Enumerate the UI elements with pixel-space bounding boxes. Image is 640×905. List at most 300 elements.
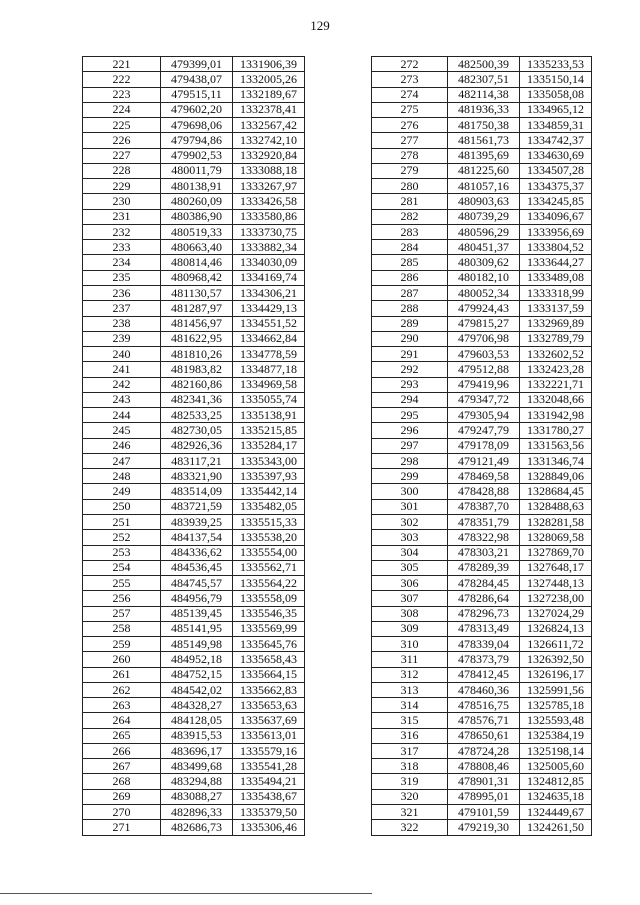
point-number-cell: 291 <box>372 347 448 362</box>
point-number-cell: 297 <box>372 438 448 453</box>
point-number-cell: 300 <box>372 484 448 499</box>
y-coordinate-cell: 1334245,85 <box>520 194 592 209</box>
y-coordinate-cell: 1335058,08 <box>520 87 592 102</box>
x-coordinate-cell: 478469,58 <box>448 469 520 484</box>
y-coordinate-cell: 1333644,27 <box>520 255 592 270</box>
point-number-cell: 308 <box>372 606 448 621</box>
y-coordinate-cell: 1334551,52 <box>233 316 305 331</box>
point-number-cell: 318 <box>372 759 448 774</box>
x-coordinate-cell: 478650,61 <box>448 728 520 743</box>
table-row <box>83 209 305 224</box>
point-number-cell: 241 <box>83 362 161 377</box>
x-coordinate-cell: 484137,54 <box>161 530 233 545</box>
point-number-cell: 239 <box>83 331 161 346</box>
x-coordinate-cell: 484128,05 <box>161 713 233 728</box>
y-coordinate-cell: 1335482,05 <box>233 499 305 514</box>
x-coordinate-cell: 482533,25 <box>161 408 233 423</box>
point-number-cell: 293 <box>372 377 448 392</box>
table-row <box>83 637 305 652</box>
y-coordinate-cell: 1333137,59 <box>520 301 592 316</box>
x-coordinate-cell: 480451,37 <box>448 240 520 255</box>
y-coordinate-cell: 1335343,00 <box>233 453 305 468</box>
x-coordinate-cell: 482926,36 <box>161 438 233 453</box>
table-row <box>372 576 592 591</box>
x-coordinate-cell: 484542,02 <box>161 682 233 697</box>
table-row <box>372 820 592 835</box>
table-row <box>372 270 592 285</box>
y-coordinate-cell: 1324635,18 <box>520 789 592 804</box>
x-coordinate-cell: 478516,75 <box>448 698 520 713</box>
table-row <box>83 118 305 133</box>
table-row <box>83 438 305 453</box>
point-number-cell: 309 <box>372 621 448 636</box>
table-row <box>372 530 592 545</box>
y-coordinate-cell: 1327448,13 <box>520 576 592 591</box>
y-coordinate-cell: 1333804,52 <box>520 240 592 255</box>
table-row <box>83 301 305 316</box>
y-coordinate-cell: 1335284,17 <box>233 438 305 453</box>
point-number-cell: 319 <box>372 774 448 789</box>
table-row <box>83 728 305 743</box>
table-row <box>83 423 305 438</box>
footer-rule <box>0 893 372 894</box>
table-row <box>83 469 305 484</box>
x-coordinate-cell: 479794,86 <box>161 133 233 148</box>
y-coordinate-cell: 1335306,46 <box>233 820 305 835</box>
table-row <box>83 820 305 835</box>
point-number-cell: 277 <box>372 133 448 148</box>
table-row <box>83 682 305 697</box>
x-coordinate-cell: 480596,29 <box>448 224 520 239</box>
point-number-cell: 269 <box>83 789 161 804</box>
y-coordinate-cell: 1335613,01 <box>233 728 305 743</box>
x-coordinate-cell: 484328,27 <box>161 698 233 713</box>
table-row <box>372 545 592 560</box>
y-coordinate-cell: 1335558,09 <box>233 591 305 606</box>
point-number-cell: 295 <box>372 408 448 423</box>
x-coordinate-cell: 481225,60 <box>448 163 520 178</box>
y-coordinate-cell: 1333489,08 <box>520 270 592 285</box>
table-row <box>372 362 592 377</box>
y-coordinate-cell: 1335546,35 <box>233 606 305 621</box>
y-coordinate-cell: 1333088,18 <box>233 163 305 178</box>
table-row <box>372 72 592 87</box>
point-number-cell: 244 <box>83 408 161 423</box>
table-row <box>372 789 592 804</box>
x-coordinate-cell: 480663,40 <box>161 240 233 255</box>
point-number-cell: 243 <box>83 392 161 407</box>
y-coordinate-cell: 1324261,50 <box>520 820 592 835</box>
point-number-cell: 278 <box>372 148 448 163</box>
x-coordinate-cell: 483939,25 <box>161 514 233 529</box>
x-coordinate-cell: 483117,21 <box>161 453 233 468</box>
x-coordinate-cell: 478808,46 <box>448 759 520 774</box>
point-number-cell: 283 <box>372 224 448 239</box>
table-row <box>372 774 592 789</box>
y-coordinate-cell: 1334169,74 <box>233 270 305 285</box>
y-coordinate-cell: 1334429,13 <box>233 301 305 316</box>
point-number-cell: 320 <box>372 789 448 804</box>
point-number-cell: 222 <box>83 72 161 87</box>
table-row <box>83 240 305 255</box>
table-row <box>83 316 305 331</box>
point-number-cell: 261 <box>83 667 161 682</box>
x-coordinate-cell: 482686,73 <box>161 820 233 835</box>
x-coordinate-cell: 478322,98 <box>448 530 520 545</box>
x-coordinate-cell: 481983,82 <box>161 362 233 377</box>
x-coordinate-cell: 481810,26 <box>161 347 233 362</box>
point-number-cell: 237 <box>83 301 161 316</box>
x-coordinate-cell: 480011,79 <box>161 163 233 178</box>
point-number-cell: 286 <box>372 270 448 285</box>
table-row <box>372 484 592 499</box>
table-row <box>83 194 305 209</box>
y-coordinate-cell: 1327238,00 <box>520 591 592 606</box>
table-row <box>372 438 592 453</box>
table-row <box>372 591 592 606</box>
x-coordinate-cell: 479902,53 <box>161 148 233 163</box>
x-coordinate-cell: 479399,01 <box>161 57 233 72</box>
y-coordinate-cell: 1335379,50 <box>233 805 305 820</box>
y-coordinate-cell: 1333318,99 <box>520 285 592 300</box>
point-number-cell: 298 <box>372 453 448 468</box>
x-coordinate-cell: 485139,45 <box>161 606 233 621</box>
x-coordinate-cell: 479438,07 <box>161 72 233 87</box>
x-coordinate-cell: 480138,91 <box>161 179 233 194</box>
y-coordinate-cell: 1332789,79 <box>520 331 592 346</box>
table-row <box>372 118 592 133</box>
table-row <box>372 255 592 270</box>
table-row <box>83 484 305 499</box>
y-coordinate-cell: 1334306,21 <box>233 285 305 300</box>
y-coordinate-cell: 1332602,52 <box>520 347 592 362</box>
y-coordinate-cell: 1334969,58 <box>233 377 305 392</box>
y-coordinate-cell: 1325785,18 <box>520 698 592 713</box>
y-coordinate-cell: 1335538,20 <box>233 530 305 545</box>
table-row <box>372 163 592 178</box>
table-row <box>372 331 592 346</box>
x-coordinate-cell: 478296,73 <box>448 606 520 621</box>
table-row <box>83 285 305 300</box>
table-row <box>372 652 592 667</box>
point-number-cell: 275 <box>372 102 448 117</box>
table-row <box>372 148 592 163</box>
x-coordinate-cell: 482341,36 <box>161 392 233 407</box>
point-number-cell: 274 <box>372 87 448 102</box>
table-row <box>83 530 305 545</box>
point-number-cell: 287 <box>372 285 448 300</box>
x-coordinate-cell: 479515,11 <box>161 87 233 102</box>
x-coordinate-cell: 479419,96 <box>448 377 520 392</box>
point-number-cell: 290 <box>372 331 448 346</box>
table-row <box>83 591 305 606</box>
x-coordinate-cell: 478901,31 <box>448 774 520 789</box>
y-coordinate-cell: 1326611,72 <box>520 637 592 652</box>
x-coordinate-cell: 478339,04 <box>448 637 520 652</box>
table-row <box>83 255 305 270</box>
point-number-cell: 270 <box>83 805 161 820</box>
point-number-cell: 255 <box>83 576 161 591</box>
point-number-cell: 301 <box>372 499 448 514</box>
y-coordinate-cell: 1327024,29 <box>520 606 592 621</box>
y-coordinate-cell: 1334742,37 <box>520 133 592 148</box>
y-coordinate-cell: 1332378,41 <box>233 102 305 117</box>
y-coordinate-cell: 1332423,28 <box>520 362 592 377</box>
point-number-cell: 253 <box>83 545 161 560</box>
table-row <box>83 667 305 682</box>
point-number-cell: 256 <box>83 591 161 606</box>
y-coordinate-cell: 1335569,99 <box>233 621 305 636</box>
point-number-cell: 267 <box>83 759 161 774</box>
y-coordinate-cell: 1334778,59 <box>233 347 305 362</box>
y-coordinate-cell: 1333426,58 <box>233 194 305 209</box>
x-coordinate-cell: 483321,90 <box>161 469 233 484</box>
table-row <box>372 194 592 209</box>
x-coordinate-cell: 481287,97 <box>161 301 233 316</box>
x-coordinate-cell: 478724,28 <box>448 743 520 758</box>
point-number-cell: 234 <box>83 255 161 270</box>
x-coordinate-cell: 480903,63 <box>448 194 520 209</box>
table-row <box>372 499 592 514</box>
point-number-cell: 272 <box>372 57 448 72</box>
y-coordinate-cell: 1335438,67 <box>233 789 305 804</box>
y-coordinate-cell: 1333267,97 <box>233 179 305 194</box>
x-coordinate-cell: 482114,38 <box>448 87 520 102</box>
x-coordinate-cell: 478351,79 <box>448 514 520 529</box>
y-coordinate-cell: 1335662,83 <box>233 682 305 697</box>
x-coordinate-cell: 481395,69 <box>448 148 520 163</box>
point-number-cell: 246 <box>83 438 161 453</box>
x-coordinate-cell: 478995,01 <box>448 789 520 804</box>
point-number-cell: 259 <box>83 637 161 652</box>
table-row <box>83 759 305 774</box>
x-coordinate-cell: 483721,59 <box>161 499 233 514</box>
x-coordinate-cell: 479101,59 <box>448 805 520 820</box>
point-number-cell: 251 <box>83 514 161 529</box>
point-number-cell: 235 <box>83 270 161 285</box>
point-number-cell: 233 <box>83 240 161 255</box>
table-row <box>83 392 305 407</box>
y-coordinate-cell: 1335397,93 <box>233 469 305 484</box>
x-coordinate-cell: 479305,94 <box>448 408 520 423</box>
x-coordinate-cell: 484752,15 <box>161 667 233 682</box>
y-coordinate-cell: 1333730,75 <box>233 224 305 239</box>
y-coordinate-cell: 1332969,89 <box>520 316 592 331</box>
x-coordinate-cell: 482730,05 <box>161 423 233 438</box>
y-coordinate-cell: 1327648,17 <box>520 560 592 575</box>
x-coordinate-cell: 478286,64 <box>448 591 520 606</box>
point-number-cell: 271 <box>83 820 161 835</box>
point-number-cell: 280 <box>372 179 448 194</box>
y-coordinate-cell: 1334030,09 <box>233 255 305 270</box>
x-coordinate-cell: 481130,57 <box>161 285 233 300</box>
x-coordinate-cell: 482307,51 <box>448 72 520 87</box>
table-row <box>372 698 592 713</box>
table-row <box>372 240 592 255</box>
table-row <box>83 72 305 87</box>
point-number-cell: 304 <box>372 545 448 560</box>
point-number-cell: 266 <box>83 743 161 758</box>
y-coordinate-cell: 1335138,91 <box>233 408 305 423</box>
x-coordinate-cell: 481622,95 <box>161 331 233 346</box>
table-row <box>372 606 592 621</box>
table-row <box>83 270 305 285</box>
x-coordinate-cell: 480052,34 <box>448 285 520 300</box>
table-row <box>83 87 305 102</box>
x-coordinate-cell: 481750,38 <box>448 118 520 133</box>
y-coordinate-cell: 1332189,67 <box>233 87 305 102</box>
y-coordinate-cell: 1328849,06 <box>520 469 592 484</box>
point-number-cell: 258 <box>83 621 161 636</box>
x-coordinate-cell: 479815,27 <box>448 316 520 331</box>
table-row <box>372 423 592 438</box>
x-coordinate-cell: 479512,88 <box>448 362 520 377</box>
y-coordinate-cell: 1333956,69 <box>520 224 592 239</box>
table-row <box>372 377 592 392</box>
table-row <box>372 301 592 316</box>
y-coordinate-cell: 1335233,53 <box>520 57 592 72</box>
x-coordinate-cell: 478576,71 <box>448 713 520 728</box>
table-row <box>83 163 305 178</box>
point-number-cell: 284 <box>372 240 448 255</box>
x-coordinate-cell: 479247,79 <box>448 423 520 438</box>
table-row <box>83 774 305 789</box>
x-coordinate-cell: 484952,18 <box>161 652 233 667</box>
y-coordinate-cell: 1325593,48 <box>520 713 592 728</box>
table-row <box>372 285 592 300</box>
point-number-cell: 276 <box>372 118 448 133</box>
point-number-cell: 273 <box>372 72 448 87</box>
point-number-cell: 310 <box>372 637 448 652</box>
point-number-cell: 260 <box>83 652 161 667</box>
y-coordinate-cell: 1331942,98 <box>520 408 592 423</box>
y-coordinate-cell: 1324449,67 <box>520 805 592 820</box>
point-number-cell: 264 <box>83 713 161 728</box>
point-number-cell: 236 <box>83 285 161 300</box>
table-row <box>372 133 592 148</box>
x-coordinate-cell: 478303,21 <box>448 545 520 560</box>
x-coordinate-cell: 479602,20 <box>161 102 233 117</box>
x-coordinate-cell: 484336,62 <box>161 545 233 560</box>
point-number-cell: 228 <box>83 163 161 178</box>
coordinates-table-left <box>82 56 305 836</box>
y-coordinate-cell: 1332005,26 <box>233 72 305 87</box>
table-row <box>372 713 592 728</box>
x-coordinate-cell: 479347,72 <box>448 392 520 407</box>
y-coordinate-cell: 1328069,58 <box>520 530 592 545</box>
x-coordinate-cell: 480386,90 <box>161 209 233 224</box>
point-number-cell: 242 <box>83 377 161 392</box>
point-number-cell: 288 <box>372 301 448 316</box>
table-row <box>372 224 592 239</box>
y-coordinate-cell: 1335541,28 <box>233 759 305 774</box>
point-number-cell: 249 <box>83 484 161 499</box>
y-coordinate-cell: 1332567,42 <box>233 118 305 133</box>
point-number-cell: 313 <box>372 682 448 697</box>
y-coordinate-cell: 1328488,63 <box>520 499 592 514</box>
point-number-cell: 232 <box>83 224 161 239</box>
point-number-cell: 303 <box>372 530 448 545</box>
x-coordinate-cell: 478387,70 <box>448 499 520 514</box>
table-row <box>372 637 592 652</box>
y-coordinate-cell: 1326392,50 <box>520 652 592 667</box>
x-coordinate-cell: 478373,79 <box>448 652 520 667</box>
point-number-cell: 252 <box>83 530 161 545</box>
y-coordinate-cell: 1332048,66 <box>520 392 592 407</box>
y-coordinate-cell: 1334662,84 <box>233 331 305 346</box>
x-coordinate-cell: 483514,09 <box>161 484 233 499</box>
point-number-cell: 223 <box>83 87 161 102</box>
x-coordinate-cell: 482500,39 <box>448 57 520 72</box>
y-coordinate-cell: 1334096,67 <box>520 209 592 224</box>
x-coordinate-cell: 480182,10 <box>448 270 520 285</box>
table-row <box>372 179 592 194</box>
x-coordinate-cell: 478289,39 <box>448 560 520 575</box>
y-coordinate-cell: 1335562,71 <box>233 560 305 575</box>
point-number-cell: 305 <box>372 560 448 575</box>
x-coordinate-cell: 480814,46 <box>161 255 233 270</box>
x-coordinate-cell: 484536,45 <box>161 560 233 575</box>
point-number-cell: 292 <box>372 362 448 377</box>
table-row <box>372 728 592 743</box>
y-coordinate-cell: 1332920,84 <box>233 148 305 163</box>
table-row <box>372 469 592 484</box>
x-coordinate-cell: 479603,53 <box>448 347 520 362</box>
y-coordinate-cell: 1328281,58 <box>520 514 592 529</box>
x-coordinate-cell: 483499,68 <box>161 759 233 774</box>
x-coordinate-cell: 480260,09 <box>161 194 233 209</box>
y-coordinate-cell: 1335494,21 <box>233 774 305 789</box>
y-coordinate-cell: 1335653,63 <box>233 698 305 713</box>
point-number-cell: 306 <box>372 576 448 591</box>
table-row <box>372 87 592 102</box>
y-coordinate-cell: 1334877,18 <box>233 362 305 377</box>
point-number-cell: 250 <box>83 499 161 514</box>
y-coordinate-cell: 1335554,00 <box>233 545 305 560</box>
point-number-cell: 311 <box>372 652 448 667</box>
point-number-cell: 254 <box>83 560 161 575</box>
y-coordinate-cell: 1334375,37 <box>520 179 592 194</box>
table-row <box>83 560 305 575</box>
point-number-cell: 316 <box>372 728 448 743</box>
table-row <box>372 743 592 758</box>
y-coordinate-cell: 1335055,74 <box>233 392 305 407</box>
table-row <box>83 408 305 423</box>
table-row <box>83 331 305 346</box>
table-row <box>83 179 305 194</box>
x-coordinate-cell: 480968,42 <box>161 270 233 285</box>
x-coordinate-cell: 478284,45 <box>448 576 520 591</box>
table-row <box>372 560 592 575</box>
y-coordinate-cell: 1335442,14 <box>233 484 305 499</box>
y-coordinate-cell: 1334507,28 <box>520 163 592 178</box>
table-row <box>83 133 305 148</box>
point-number-cell: 262 <box>83 682 161 697</box>
x-coordinate-cell: 485141,95 <box>161 621 233 636</box>
y-coordinate-cell: 1325384,19 <box>520 728 592 743</box>
point-number-cell: 225 <box>83 118 161 133</box>
table-row <box>83 805 305 820</box>
y-coordinate-cell: 1335579,16 <box>233 743 305 758</box>
y-coordinate-cell: 1326196,17 <box>520 667 592 682</box>
x-coordinate-cell: 479178,09 <box>448 438 520 453</box>
point-number-cell: 321 <box>372 805 448 820</box>
table-row <box>372 209 592 224</box>
x-coordinate-cell: 483088,27 <box>161 789 233 804</box>
coordinates-table-right <box>371 56 592 836</box>
table-row <box>372 682 592 697</box>
table-row <box>372 514 592 529</box>
